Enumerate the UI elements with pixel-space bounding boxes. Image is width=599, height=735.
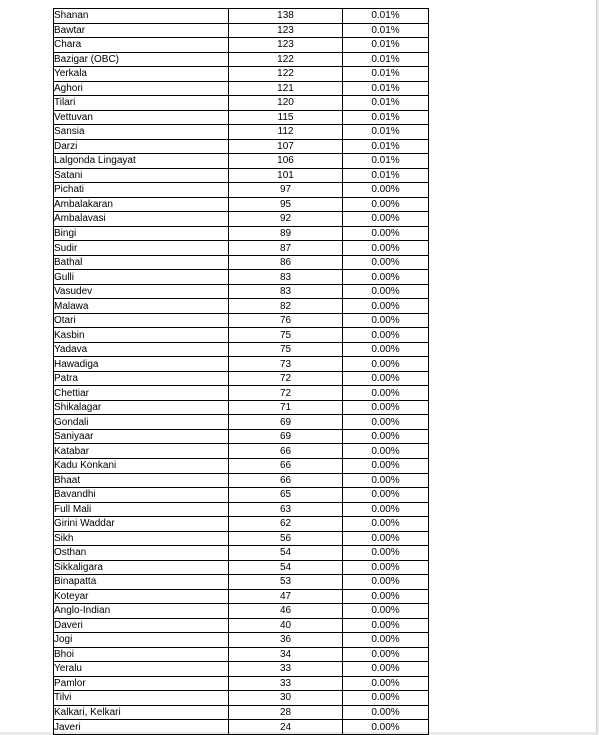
percent-cell: 0.00% xyxy=(343,633,429,648)
count-cell: 30 xyxy=(229,691,343,706)
table-row xyxy=(54,154,429,169)
percent-cell: 0.01% xyxy=(343,23,429,38)
percent-cell: 0.00% xyxy=(343,371,429,386)
table-row xyxy=(54,662,429,677)
percent-cell: 0.00% xyxy=(343,415,429,430)
count-cell: 71 xyxy=(229,400,343,415)
caste-name-cell: Yadava xyxy=(54,342,229,357)
percent-cell: 0.00% xyxy=(343,691,429,706)
count-cell: 107 xyxy=(229,139,343,154)
count-cell: 115 xyxy=(229,110,343,125)
table-body xyxy=(54,9,429,735)
count-cell: 62 xyxy=(229,517,343,532)
percent-cell: 0.00% xyxy=(343,183,429,198)
count-cell: 123 xyxy=(229,38,343,53)
percent-cell: 0.00% xyxy=(343,197,429,212)
table-row xyxy=(54,313,429,328)
caste-name-cell: Sikkaligara xyxy=(54,560,229,575)
caste-name-cell: Malawa xyxy=(54,299,229,314)
table-row xyxy=(54,125,429,140)
table-row xyxy=(54,255,429,270)
table-row xyxy=(54,676,429,691)
caste-name-cell: Pamlor xyxy=(54,676,229,691)
caste-name-cell: Girini Waddar xyxy=(54,517,229,532)
caste-name-cell: Bathal xyxy=(54,255,229,270)
percent-cell: 0.00% xyxy=(343,458,429,473)
table-row xyxy=(54,705,429,720)
count-cell: 34 xyxy=(229,647,343,662)
table-row xyxy=(54,589,429,604)
table-row xyxy=(54,429,429,444)
caste-name-cell: Jogi xyxy=(54,633,229,648)
table-row xyxy=(54,284,429,299)
percent-cell: 0.00% xyxy=(343,400,429,415)
count-cell: 66 xyxy=(229,444,343,459)
caste-name-cell: Sansia xyxy=(54,125,229,140)
percent-cell: 0.01% xyxy=(343,168,429,183)
table-row xyxy=(54,444,429,459)
caste-name-cell: Tilari xyxy=(54,96,229,111)
caste-name-cell: Gulli xyxy=(54,270,229,285)
table-row xyxy=(54,23,429,38)
caste-name-cell: Binapatta xyxy=(54,575,229,590)
table-row xyxy=(54,52,429,67)
table-row xyxy=(54,531,429,546)
percent-cell: 0.00% xyxy=(343,604,429,619)
percent-cell: 0.00% xyxy=(343,647,429,662)
count-cell: 54 xyxy=(229,546,343,561)
percent-cell: 0.00% xyxy=(343,589,429,604)
percent-cell: 0.00% xyxy=(343,429,429,444)
caste-name-cell: Sikh xyxy=(54,531,229,546)
count-cell: 122 xyxy=(229,52,343,67)
percent-cell: 0.00% xyxy=(343,517,429,532)
caste-name-cell: Vettuvan xyxy=(54,110,229,125)
percent-cell: 0.01% xyxy=(343,81,429,96)
percent-cell: 0.00% xyxy=(343,357,429,372)
table-row xyxy=(54,67,429,82)
percent-cell: 0.00% xyxy=(343,473,429,488)
count-cell: 123 xyxy=(229,23,343,38)
caste-name-cell: Patra xyxy=(54,371,229,386)
percent-cell: 0.00% xyxy=(343,560,429,575)
table-row xyxy=(54,212,429,227)
table-row xyxy=(54,560,429,575)
caste-name-cell: Shanan xyxy=(54,9,229,24)
table-row xyxy=(54,473,429,488)
count-cell: 69 xyxy=(229,415,343,430)
percent-cell: 0.00% xyxy=(343,662,429,677)
count-cell: 89 xyxy=(229,226,343,241)
count-cell: 76 xyxy=(229,313,343,328)
caste-name-cell: Sudir xyxy=(54,241,229,256)
table-row xyxy=(54,400,429,415)
table-row xyxy=(54,618,429,633)
caste-name-cell: Tilvi xyxy=(54,691,229,706)
percent-cell: 0.00% xyxy=(343,299,429,314)
caste-name-cell: Chara xyxy=(54,38,229,53)
percent-cell: 0.00% xyxy=(343,212,429,227)
count-cell: 33 xyxy=(229,676,343,691)
table-row xyxy=(54,328,429,343)
table-row xyxy=(54,197,429,212)
caste-name-cell: Kalkari, Kelkari xyxy=(54,705,229,720)
table-row xyxy=(54,110,429,125)
count-cell: 97 xyxy=(229,183,343,198)
caste-name-cell: Daveri xyxy=(54,618,229,633)
table-row xyxy=(54,9,429,24)
percent-cell: 0.00% xyxy=(343,488,429,503)
table-row xyxy=(54,502,429,517)
percent-cell: 0.00% xyxy=(343,270,429,285)
percent-cell: 0.00% xyxy=(343,531,429,546)
table-row xyxy=(54,691,429,706)
caste-name-cell: Yeralu xyxy=(54,662,229,677)
caste-name-cell: Bingi xyxy=(54,226,229,241)
caste-name-cell: Gondali xyxy=(54,415,229,430)
count-cell: 75 xyxy=(229,342,343,357)
percent-cell: 0.00% xyxy=(343,676,429,691)
caste-name-cell: Bazigar (OBC) xyxy=(54,52,229,67)
count-cell: 92 xyxy=(229,212,343,227)
table-row xyxy=(54,386,429,401)
percent-cell: 0.00% xyxy=(343,284,429,299)
caste-name-cell: Otari xyxy=(54,313,229,328)
percent-cell: 0.01% xyxy=(343,96,429,111)
percent-cell: 0.00% xyxy=(343,328,429,343)
count-cell: 121 xyxy=(229,81,343,96)
count-cell: 53 xyxy=(229,575,343,590)
table-row xyxy=(54,604,429,619)
count-cell: 83 xyxy=(229,284,343,299)
caste-name-cell: Satani xyxy=(54,168,229,183)
count-cell: 54 xyxy=(229,560,343,575)
caste-name-cell: Kasbin xyxy=(54,328,229,343)
caste-name-cell: Aghori xyxy=(54,81,229,96)
caste-name-cell: Pichati xyxy=(54,183,229,198)
percent-cell: 0.00% xyxy=(343,546,429,561)
count-cell: 33 xyxy=(229,662,343,677)
table-row xyxy=(54,357,429,372)
count-cell: 36 xyxy=(229,633,343,648)
percent-cell: 0.01% xyxy=(343,9,429,24)
count-cell: 56 xyxy=(229,531,343,546)
caste-name-cell: Full Mali xyxy=(54,502,229,517)
count-cell: 95 xyxy=(229,197,343,212)
percent-cell: 0.00% xyxy=(343,386,429,401)
count-cell: 66 xyxy=(229,458,343,473)
caste-name-cell: Darzi xyxy=(54,139,229,154)
table-row xyxy=(54,139,429,154)
table-row xyxy=(54,720,429,735)
caste-name-cell: Lalgonda Lingayat xyxy=(54,154,229,169)
count-cell: 82 xyxy=(229,299,343,314)
table-row xyxy=(54,299,429,314)
caste-name-cell: Ambalavasi xyxy=(54,212,229,227)
count-cell: 46 xyxy=(229,604,343,619)
caste-name-cell: Vasudev xyxy=(54,284,229,299)
count-cell: 65 xyxy=(229,488,343,503)
count-cell: 47 xyxy=(229,589,343,604)
caste-name-cell: Ambalakaran xyxy=(54,197,229,212)
caste-name-cell: Saniyaar xyxy=(54,429,229,444)
caste-name-cell: Kadu Konkani xyxy=(54,458,229,473)
percent-cell: 0.00% xyxy=(343,241,429,256)
table-row xyxy=(54,458,429,473)
count-cell: 86 xyxy=(229,255,343,270)
table-row xyxy=(54,270,429,285)
count-cell: 63 xyxy=(229,502,343,517)
table-row xyxy=(54,38,429,53)
caste-name-cell: Hawadiga xyxy=(54,357,229,372)
percent-cell: 0.01% xyxy=(343,38,429,53)
percent-cell: 0.01% xyxy=(343,125,429,140)
caste-name-cell: Anglo-Indian xyxy=(54,604,229,619)
caste-name-cell: Yerkala xyxy=(54,67,229,82)
caste-name-cell: Katabar xyxy=(54,444,229,459)
percent-cell: 0.01% xyxy=(343,67,429,82)
caste-name-cell: Bhoi xyxy=(54,647,229,662)
percent-cell: 0.00% xyxy=(343,502,429,517)
table-row xyxy=(54,488,429,503)
table-row xyxy=(54,168,429,183)
table-row xyxy=(54,546,429,561)
count-cell: 28 xyxy=(229,705,343,720)
percent-cell: 0.01% xyxy=(343,139,429,154)
table-row xyxy=(54,226,429,241)
count-cell: 24 xyxy=(229,720,343,735)
percent-cell: 0.00% xyxy=(343,226,429,241)
percent-cell: 0.00% xyxy=(343,575,429,590)
percent-cell: 0.00% xyxy=(343,720,429,735)
table-row xyxy=(54,575,429,590)
caste-name-cell: Javeri xyxy=(54,720,229,735)
table-row xyxy=(54,81,429,96)
percent-cell: 0.01% xyxy=(343,110,429,125)
count-cell: 66 xyxy=(229,473,343,488)
percent-cell: 0.01% xyxy=(343,52,429,67)
caste-name-cell: Bhaat xyxy=(54,473,229,488)
percent-cell: 0.00% xyxy=(343,444,429,459)
count-cell: 72 xyxy=(229,386,343,401)
count-cell: 73 xyxy=(229,357,343,372)
count-cell: 69 xyxy=(229,429,343,444)
percent-cell: 0.01% xyxy=(343,154,429,169)
count-cell: 138 xyxy=(229,9,343,24)
table-row xyxy=(54,647,429,662)
caste-name-cell: Osthan xyxy=(54,546,229,561)
count-cell: 112 xyxy=(229,125,343,140)
table-row xyxy=(54,183,429,198)
table-row xyxy=(54,342,429,357)
count-cell: 120 xyxy=(229,96,343,111)
count-cell: 40 xyxy=(229,618,343,633)
count-cell: 122 xyxy=(229,67,343,82)
caste-name-cell: Shikalagar xyxy=(54,400,229,415)
table-row xyxy=(54,633,429,648)
count-cell: 87 xyxy=(229,241,343,256)
table-row xyxy=(54,96,429,111)
caste-name-cell: Chettiar xyxy=(54,386,229,401)
table-row xyxy=(54,371,429,386)
count-cell: 101 xyxy=(229,168,343,183)
count-cell: 106 xyxy=(229,154,343,169)
caste-name-cell: Bavandhi xyxy=(54,488,229,503)
caste-population-table xyxy=(53,8,429,735)
percent-cell: 0.00% xyxy=(343,255,429,270)
count-cell: 83 xyxy=(229,270,343,285)
caste-name-cell: Koteyar xyxy=(54,589,229,604)
table-row xyxy=(54,517,429,532)
percent-cell: 0.00% xyxy=(343,342,429,357)
percent-cell: 0.00% xyxy=(343,705,429,720)
percent-cell: 0.00% xyxy=(343,313,429,328)
table-row xyxy=(54,241,429,256)
table-row xyxy=(54,415,429,430)
percent-cell: 0.00% xyxy=(343,618,429,633)
count-cell: 75 xyxy=(229,328,343,343)
caste-name-cell: Bawtar xyxy=(54,23,229,38)
count-cell: 72 xyxy=(229,371,343,386)
